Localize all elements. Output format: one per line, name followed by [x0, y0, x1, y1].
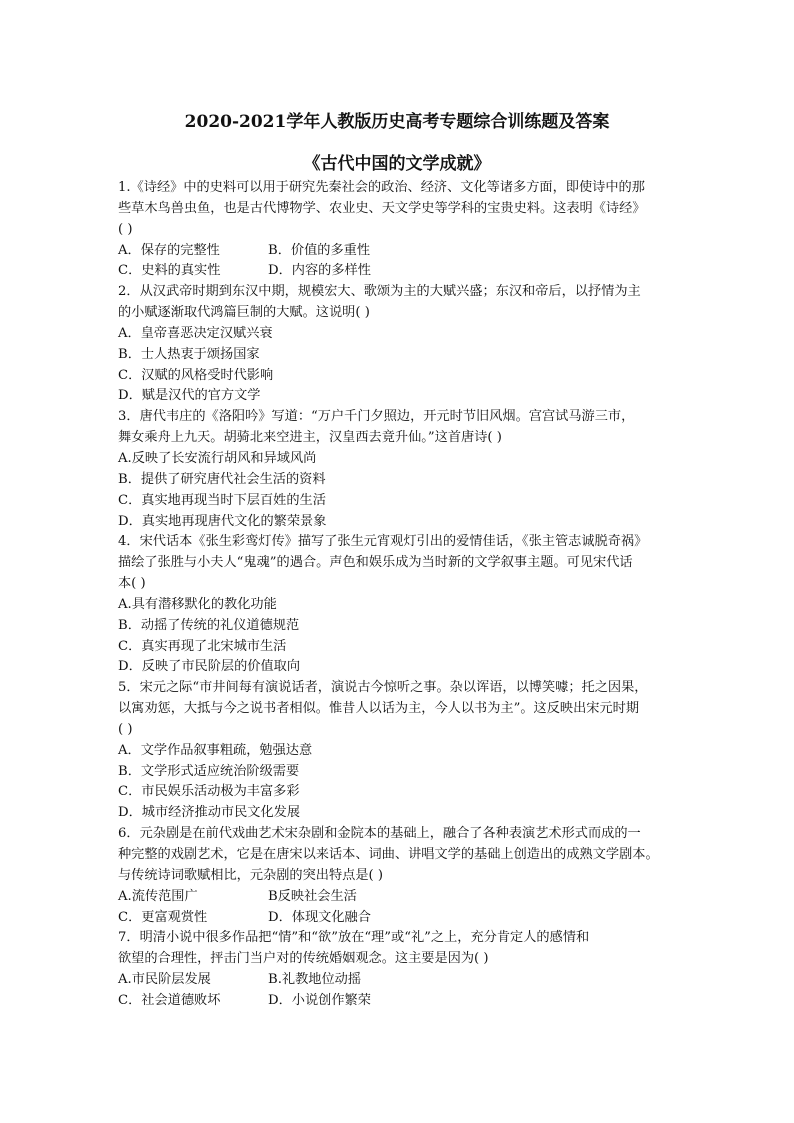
question-item — [118, 824, 688, 928]
answer-option: C．更富观赏性 — [118, 909, 208, 925]
answer-option: A.反映了长安流行胡风和异域风尚 — [118, 450, 317, 466]
answer-option: D．城市经济推动市民文化发展 — [118, 805, 301, 821]
question-stem-line: 舞女乘舟上九天。胡骑北来空进主，汉皇西去竟升仙。”这首唐诗( ) — [118, 430, 502, 446]
question-item — [118, 282, 688, 407]
document-title: 2020-2021学年人教版历史高考专题综合训练题及答案 — [184, 112, 610, 132]
document-subtitle: 《古代中国的文学成就》 — [303, 154, 491, 174]
answer-option: C．市民娱乐活动极为丰富多彩 — [118, 784, 300, 800]
answer-option: B．文学形式适应统治阶级需要 — [118, 763, 300, 779]
answer-option: A．保存的完整性 — [118, 242, 220, 258]
question-item — [118, 532, 688, 678]
answer-option: D．小说创作繁荣 — [268, 992, 371, 1008]
answer-option: D．体现文化融合 — [268, 909, 371, 925]
answer-option: C．真实再现了北宋城市生活 — [118, 638, 287, 654]
question-stem-line: 的小赋逐渐取代鸿篇巨制的大赋。这说明( ) — [118, 305, 370, 321]
question-stem-line: 以寓劝惩，大抵与今之说书者相似。惟昔人以话为主，今人以书为主”。这反映出宋元时期 — [118, 701, 640, 717]
question-stem-line: 些草木鸟兽虫鱼，也是古代博物学、农业史、天文学史等学科的宝贵史料。这表明《诗经》 — [118, 200, 646, 216]
question-stem-line: 4．宋代话本《张生彩鸾灯传》描写了张生元宵观灯引出的爱情佳话，《张主管志诚脱奇祸》 — [118, 534, 648, 550]
question-stem-line: 2．从汉武帝时期到东汉中期，规模宏大、歌颂为主的大赋兴盛；东汉和帝后，以抒情为主 — [118, 284, 641, 300]
question-stem-line: 描绘了张胜与小夫人“鬼魂”的遇合。声色和娱乐成为当时新的文学叙事主题。可见宋代话 — [118, 555, 633, 571]
question-list — [118, 178, 688, 1012]
question-item — [118, 928, 688, 1011]
option-row — [118, 261, 688, 282]
answer-option: C．真实地再现当时下层百姓的生活 — [118, 492, 326, 508]
option-row — [118, 908, 688, 929]
answer-option: D．反映了市民阶层的价值取向 — [118, 659, 301, 675]
option-row — [118, 887, 688, 908]
answer-option: A．文学作品叙事粗疏，勉强达意 — [118, 742, 313, 758]
answer-option: B．动摇了传统的礼仪道德规范 — [118, 617, 300, 633]
answer-option: C．史料的真实性 — [118, 263, 221, 279]
option-row — [118, 241, 688, 262]
question-stem-line: ( ) — [118, 221, 133, 237]
question-stem-line: 与传统诗词歌赋相比，元杂剧的突出特点是( ) — [118, 867, 384, 883]
answer-option: C．汉赋的风格受时代影响 — [118, 367, 274, 383]
question-stem-line: 欲望的合理性，抨击门当户对的传统婚姻观念。这主要是因为( ) — [118, 951, 489, 967]
question-stem-line: 6．元杂剧是在前代戏曲艺术宋杂剧和金院本的基础上，融合了各种表演艺术形式而成的一 — [118, 826, 641, 842]
question-stem-line: ( ) — [118, 721, 133, 737]
answer-option: A.具有潜移默化的教化功能 — [118, 596, 277, 612]
answer-option: B．提供了研究唐代社会生活的资料 — [118, 471, 326, 487]
answer-option: B．价值的多重性 — [268, 242, 371, 258]
answer-option: B．士人热衷于颂扬国家 — [118, 346, 260, 362]
question-item — [118, 178, 688, 282]
answer-option: D．赋是汉代的官方文学 — [118, 388, 261, 404]
option-row — [118, 991, 688, 1012]
question-stem-line: 7．明清小说中很多作品把“情”和“欲”放在“理”或“礼”之上，充分肯定人的感情和 — [118, 930, 590, 946]
question-stem-line: 5．宋元之际“市井间每有演说话者，演说古今惊听之事。杂以诨语，以博笑噱；托之因果， — [118, 680, 648, 696]
option-row — [118, 970, 688, 991]
answer-option: A.市民阶层发展 — [118, 972, 211, 988]
question-stem-line: 1.《诗经》中的史料可以用于研究先秦社会的政治、经济、文化等诸多方面，即使诗中的那 — [118, 180, 645, 195]
question-item — [118, 678, 688, 824]
answer-option: B反映社会生活 — [268, 888, 357, 904]
question-stem-line: 种完整的戏剧艺术，它是在唐宋以来话本、词曲、讲唱文学的基础上创造出的成熟文学剧本。 — [118, 847, 659, 862]
answer-option: B.礼教地位动摇 — [268, 972, 362, 988]
question-item — [118, 407, 688, 532]
answer-option: D．真实地再现唐代文化的繁荣景象 — [118, 513, 327, 529]
answer-option: C．社会道德败坏 — [118, 992, 221, 1008]
answer-option: A.流传范围广 — [118, 888, 198, 904]
question-stem-line: 本( ) — [118, 576, 146, 592]
question-stem-line: 3．唐代韦庄的《洛阳吟》写道：“万户千门夕照边，开元时节旧风烟。宫宫试马游三市， — [118, 409, 635, 425]
answer-option: A．皇帝喜恶决定汉赋兴衰 — [118, 325, 273, 341]
answer-option: D．内容的多样性 — [268, 263, 371, 279]
